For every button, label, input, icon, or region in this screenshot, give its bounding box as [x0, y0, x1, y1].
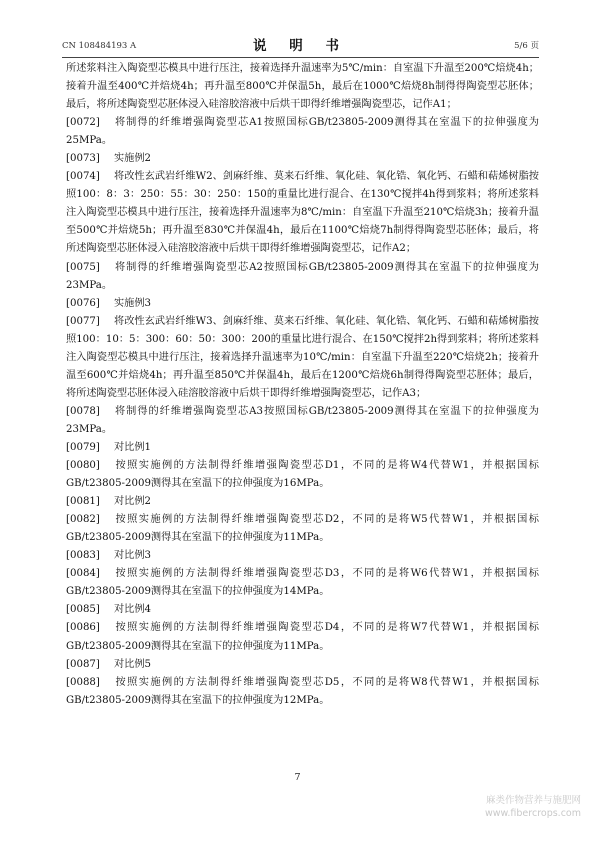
- paragraph-text: 实施例2: [114, 153, 152, 165]
- paragraph: [66, 493, 539, 511]
- paragraph-text: 对比例3: [114, 550, 152, 562]
- paragraph: [66, 150, 539, 168]
- header-rule: [62, 57, 539, 58]
- paragraph-number: [0080]: [66, 460, 100, 472]
- paragraph-text: 实施例3: [114, 297, 152, 309]
- paragraph: [66, 114, 539, 150]
- paragraph-text: 所述浆料注入陶瓷型芯模具中进行压注，接着选择升温速率为5℃/min：自室温下升温至200℃焙烧4h；接着升温至400℃并焙烧4h；再升温至800℃并保温5h，最后在1000℃焙烧8h制得得陶瓷型芯胚体；最后，将所述陶瓷型芯胚体浸入硅溶胶溶液中后烘干即得纤维增强陶瓷型芯，记作A1；: [66, 63, 539, 111]
- paragraph-number: [0085]: [66, 604, 100, 616]
- paragraph: [66, 674, 539, 710]
- paragraph-text: 对比例4: [114, 604, 152, 616]
- paragraph-text: 按照实施例的方法制得纤维增强陶瓷型芯D2，不同的是将W5代替W1，并根据国标GB/t23805-2009测得其在室温下的拉伸强度为11MPa。: [66, 514, 539, 544]
- page-number: 7: [294, 772, 301, 783]
- paragraph-text: 对比例2: [114, 496, 152, 508]
- watermark-title: 麻类作物营养与施肥网: [485, 795, 581, 806]
- paragraph: [66, 547, 539, 565]
- paragraph: [66, 457, 539, 493]
- paragraph-number: [0079]: [66, 441, 100, 453]
- paragraph: [66, 295, 539, 313]
- paragraph-number: [0074]: [66, 171, 100, 183]
- paragraph: [66, 619, 539, 655]
- paragraph: [66, 656, 539, 674]
- paragraph-number: [0077]: [66, 315, 100, 327]
- paragraph-text: 将改性玄武岩纤维W3、剑麻纤维、莫来石纤维、氧化硅、氧化锆、氧化钙、石蜡和萜烯树脂按照100：10：5：300：60：50：300：200的重量比进行混合、在150℃搅拌2h得到浆料；将所述浆料注入陶瓷型芯模具中进行压注，接着选择升温速率为10℃/min：自室温下升温至220℃焙烧2h；接着升温至600℃并焙烧4h；再升温至850℃并保温4h，最后在1200℃焙烧6h制得得陶瓷型芯胚体；最后，将所述陶瓷型芯胚体浸入硅溶胶溶液中后烘干即得纤维增强陶瓷型芯，记作A3；: [66, 315, 539, 399]
- paragraph-number: [0087]: [66, 658, 100, 670]
- paragraph: [66, 259, 539, 295]
- watermark: [485, 794, 581, 820]
- publication-number: CN 108484193 A: [62, 41, 137, 51]
- paragraph-number: [0073]: [66, 153, 100, 165]
- paragraph-number: [0076]: [66, 297, 100, 309]
- paragraph-text: 按照实施例的方法制得纤维增强陶瓷型芯D4，不同的是将W7代替W1，并根据国标GB/t23805-2009测得其在室温下的拉伸强度为11MPa。: [66, 622, 539, 652]
- paragraph: [66, 565, 539, 601]
- paragraph-text: 按照实施例的方法制得纤维增强陶瓷型芯D5，不同的是将W8代替W1，并根据国标GB/t23805-2009测得其在室温下的拉伸强度为12MPa。: [66, 676, 539, 706]
- paragraph-text: 将制得的纤维增强陶瓷型芯A1按照国标GB/t23805-2009测得其在室温下的拉伸强度为25MPa。: [66, 117, 539, 147]
- paragraph-number: [0086]: [66, 622, 100, 634]
- page-reference: 5/6 页: [514, 41, 539, 51]
- paragraph-text: 按照实施例的方法制得纤维增强陶瓷型芯D3，不同的是将W6代替W1，并根据国标GB/t23805-2009测得其在室温下的拉伸强度为14MPa。: [66, 568, 539, 598]
- paragraph: [66, 511, 539, 547]
- document-title: 说 明 书: [253, 38, 348, 54]
- paragraph-number: [0072]: [66, 117, 100, 129]
- paragraph-number: [0088]: [66, 676, 100, 688]
- paragraph: [66, 601, 539, 619]
- paragraph-number: [0075]: [66, 261, 100, 273]
- paragraph-number: [0081]: [66, 496, 100, 508]
- document-body: [66, 60, 539, 710]
- paragraph-text: 将改性玄武岩纤维W2、剑麻纤维、莫来石纤维、氧化硅、氧化锆、氧化钙、石蜡和萜烯树脂按照100：8：3：250：55：30：250：150的重量比进行混合、在130℃搅拌4h得到浆料；将所述浆料注入陶瓷型芯模具中进行压注，接着选择升温速率为8℃/min：自室温下升温至210℃焙烧3h；接着升温至500℃并焙烧5h；再升温至830℃并保温4h，最后在1100℃焙烧7h制得得陶瓷型芯胚体；最后，将所述陶瓷型芯胚体浸入硅溶胶溶液中后烘干即得纤维增强陶瓷型芯，记作A2；: [66, 171, 539, 255]
- paragraph-number: [0078]: [66, 405, 100, 417]
- paragraph: [66, 168, 539, 258]
- paragraph-text: 对比例1: [114, 441, 152, 453]
- paragraph-number: [0083]: [66, 550, 100, 562]
- paragraph-text: 对比例5: [114, 658, 152, 670]
- paragraph: [66, 403, 539, 439]
- page-header: [62, 36, 539, 56]
- paragraph-text: 按照实施例的方法制得纤维增强陶瓷型芯D1，不同的是将W4代替W1，并根据国标GB/t23805-2009测得其在室温下的拉伸强度为16MPa。: [66, 460, 539, 490]
- paragraph-text: 将制得的纤维增强陶瓷型芯A2按照国标GB/t23805-2009测得其在室温下的拉伸强度为23MPa。: [66, 261, 539, 291]
- paragraph: [66, 439, 539, 457]
- paragraph: [66, 313, 539, 403]
- paragraph-text: 将制得的纤维增强陶瓷型芯A3按照国标GB/t23805-2009测得其在室温下的拉伸强度为23MPa。: [66, 405, 539, 435]
- paragraph-number: [0082]: [66, 514, 100, 526]
- paragraph-number: [0084]: [66, 568, 100, 580]
- watermark-url: www.fibercrops.com: [484, 808, 581, 819]
- paragraph: [66, 60, 539, 114]
